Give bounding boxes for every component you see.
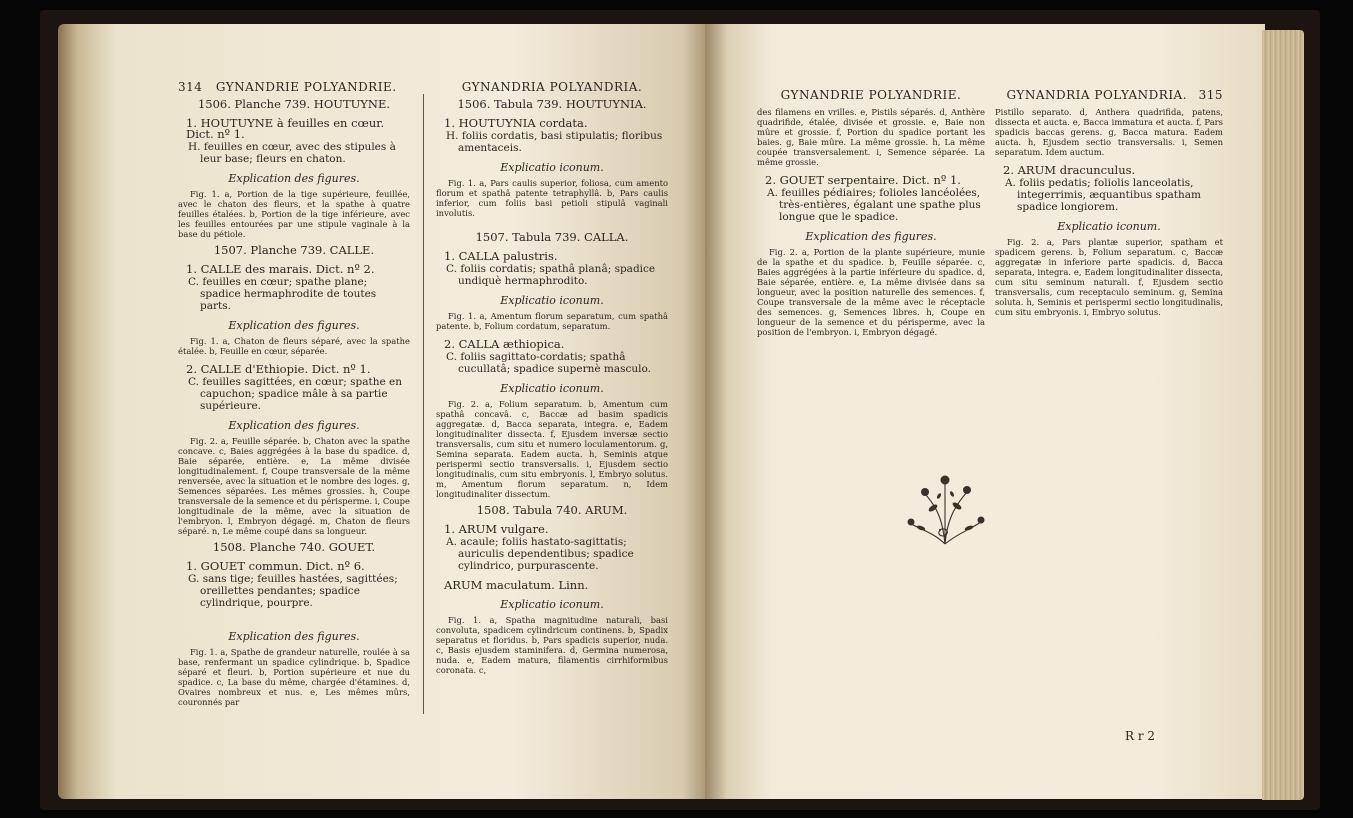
synonym-line: ARUM maculatum. Linn. bbox=[444, 578, 589, 592]
left-fr-column bbox=[178, 82, 410, 711]
species-heading: 2. CALLA æthiopica. bbox=[444, 337, 565, 351]
figure-explanation: Fig. 2. a, Feuille séparée. b, Chaton avec la spathe concave. c, Baies aggrégées à la base du spadice. d, Baie séparée, entière. e, La même divisée longitudinalement. f, Coupe transversale de la même renversée, avec la situation et le nombre des loges. g, Semences séparées. Les mêmes grossies. h, Coupe transversale de la semence et du périsperme. i, Coupe longitudinale de la même, avec la situation de l'embryon. l, Embryon dégagé. m, Chaton de fleurs séparé. n, Le même coupé dans sa longueur. bbox=[178, 436, 410, 536]
running-head bbox=[178, 82, 410, 93]
explanation-heading: Explication des figures. bbox=[228, 319, 360, 332]
species-description: C. feuilles en cœur; spathe plane; spadice hermaphrodite de toutes parts. bbox=[188, 276, 377, 312]
figure-explanation-continued: Pistillo separato. d, Anthera quadrifida, patens, dissecta et aucta. e, Bacca immatura et aucta. f, Pars spadicis baccas gerens. g, Bacca matura. Eadem aucta. h, Ejusdem sectio transversalis. i, Semen separatum. Idem auctum. bbox=[995, 107, 1223, 157]
species-heading: 1. GOUET commun. Dict. nº 6. bbox=[186, 559, 365, 573]
figure-explanation: Fig. 1. a, Amentum florum separatum, cum spathâ patente. b, Folium cordatum, separatum. bbox=[436, 311, 668, 331]
figure-explanation: Fig. 1. a, Spatha magnitudine naturali, basi convoluta, spadicem cylindricum continens. b, Spadix separatus et floridus. b, Pars spadicis superior, nuda. c, Basis ejusdem staminifera. d, Germina numerosa, nuda. e, Eadem matura, filamentis cirrhiformibus coronata. c, bbox=[436, 615, 668, 675]
column-rule bbox=[423, 94, 424, 714]
section-heading: 1507. Planche 739. CALLE. bbox=[213, 243, 375, 257]
running-head-la: GYNANDRIA POLYANDRIA. bbox=[461, 80, 643, 94]
page-number: 314 bbox=[178, 80, 203, 94]
species-heading: 1. CALLA palustris. bbox=[444, 249, 558, 263]
species-heading: 1. HOUTUYNE à feuilles en cœur. Dict. nº 1. bbox=[186, 116, 385, 141]
figure-explanation: Fig. 2. a, Pars plantæ superior, spatham et spadicem gerens. b, Folium separatum. c, Baccæ aggregatæ in inferiore parte spadicis. d, Bacca separata, integra. e, Eadem longitudinaliter dissecta, cum situ seminum naturali. f, Ejusdem sectio transversalis, cum receptaculo seminum. g, Semina soluta. h, Seminis et perispermi sectio longitudinalis, cum situ embryonis. i, Embryo solutus. bbox=[995, 237, 1223, 317]
explanation-heading: Explicatio iconum. bbox=[1057, 220, 1161, 233]
running-head bbox=[995, 90, 1223, 101]
section-heading: 1508. Tabula 740. ARUM. bbox=[476, 503, 628, 517]
section-heading: 1506. Planche 739. HOUTUYNE. bbox=[197, 97, 391, 111]
figure-explanation: Fig. 1. a, Pars caulis superior, foliosa, cum amento florum et spathâ patente tetraphyllâ. b, Pars caulis inferior, cum foliis basi petioli stipulâ vaginali involutis. bbox=[436, 178, 668, 218]
signature-mark: R r 2 bbox=[1125, 729, 1156, 743]
explanation-heading: Explicatio iconum. bbox=[500, 161, 604, 174]
page-number: 315 bbox=[1198, 88, 1223, 102]
explanation-heading: Explicatio iconum. bbox=[500, 598, 604, 611]
right-la-column bbox=[995, 90, 1223, 321]
species-heading: 2. ARUM dracunculus. bbox=[1003, 163, 1136, 177]
explanation-heading: Explication des figures. bbox=[228, 419, 360, 432]
right-page bbox=[705, 24, 1265, 799]
species-heading: 1. HOUTUYNIA cordata. bbox=[444, 116, 588, 130]
explanation-heading: Explication des figures. bbox=[228, 172, 360, 185]
running-head-fr: GYNANDRIE POLYANDRIE. bbox=[780, 88, 962, 102]
figure-explanation: Fig. 1. a, Portion de la tige supérieure, feuillée, avec le chaton des fleurs, et la spathe à quatre feuilles étalées. b, Portion de la tige inférieure, avec les feuilles entourées par une stipule vaginale à la base du pétiole. bbox=[178, 189, 410, 239]
species-description: G. sans tige; feuilles hastées, sagittées; oreillettes pendantes; spadice cylindrique, pourpre. bbox=[188, 573, 398, 609]
left-la-column bbox=[436, 82, 668, 679]
species-description: A. feuilles pédiaires; folioles lancéolées, très-entières, égalant une spathe plus longue que le spadice. bbox=[767, 187, 981, 223]
species-description: H. foliis cordatis, basi stipulatis; floribus amentaceis. bbox=[446, 130, 663, 154]
open-book bbox=[40, 10, 1320, 810]
page-edges bbox=[1262, 30, 1304, 800]
species-heading: 2. CALLE d'Ethiopie. Dict. nº 1. bbox=[186, 362, 371, 376]
species-description: A. foliis pedatis; foliolis lanceolatis, integerrimis, æquantibus spatham spadice longiorem. bbox=[1005, 177, 1201, 213]
right-fr-column bbox=[757, 90, 985, 341]
species-description: A. acaule; foliis hastato-sagittatis; auriculis dependentibus; spadice cylindrico, purpurascente. bbox=[446, 536, 634, 572]
explanation-heading: Explicatio iconum. bbox=[500, 294, 604, 307]
figure-explanation: Fig. 2. a, Portion de la plante supérieure, munie de la spathe et du spadice. b, Feuille séparée. c, Baies aggrégées à la partie inférieure du spadice. d, Baie séparée, entière. e, La même divisée dans sa longueur, avec la position naturelle des semences. f, Coupe transversale de la même avec le réceptacle des semences. g, Semences libres. h, Coupe en longueur de la semence et du périsperme, avec la position de l'embryon. i, Embryon dégagé. bbox=[757, 247, 985, 337]
explanation-heading: Explicatio iconum. bbox=[500, 382, 604, 395]
left-page bbox=[58, 24, 708, 799]
species-description: C. foliis sagittato-cordatis; spathâ cucullatâ; spadice supernè masculo. bbox=[446, 351, 651, 375]
figure-explanation: Fig. 1. a, Chaton de fleurs séparé, avec la spathe étalée. b, Feuille en cœur, séparée. bbox=[178, 336, 410, 356]
section-heading: 1507. Tabula 739. CALLA. bbox=[475, 230, 629, 244]
running-head-fr: GYNANDRIE POLYANDRIE. bbox=[215, 80, 397, 94]
species-description: C. foliis cordatis; spathâ planâ; spadice undiquè hermaphrodito. bbox=[446, 263, 656, 287]
species-heading: 1. ARUM vulgare. bbox=[444, 522, 549, 536]
explanation-heading: Explication des figures. bbox=[805, 230, 937, 243]
species-heading: 1. CALLE des marais. Dict. nº 2. bbox=[186, 262, 375, 276]
species-heading: 2. GOUET serpentaire. Dict. nº 1. bbox=[765, 173, 961, 187]
figure-explanation: Fig. 2. a, Folium separatum. b, Amentum cum spathâ concavâ. c, Baccæ ad basim spadicis aggregatæ. d, Bacca separata, integra. e, Eadem longitudinaliter dissecta. f, Ejusdem inversæ sectio transversalis, cum situ et numero loculamentorum. g, Semina separata. Eadem aucta. h, Seminis atque perispermi sectio transversalis. i, Ejusdem sectio longitudinalis, cum situ embryonis. l, Embryo solutus. m, Amentum florum separatum. n, Idem longitudinaliter dissectum. bbox=[436, 399, 668, 499]
section-heading: 1508. Planche 740. GOUET. bbox=[212, 540, 376, 554]
species-description: C. feuilles sagittées, en cœur; spathe en capuchon; spadice mâle à sa partie supérieure. bbox=[188, 376, 402, 412]
figure-explanation: Fig. 1. a, Spathe de grandeur naturelle, roulée à sa base, renfermant un spadice cylindrique. b, Spadice séparé et fleuri. b, Portion supérieure et nue du spadice. c, La base du même, chargée d'étamines. d, Ovaires nombreux et nus. e, Les mêmes mûrs, couronnés par bbox=[178, 647, 410, 707]
species-description: H. feuilles en cœur, avec des stipules à leur base; fleurs en chaton. bbox=[188, 141, 396, 165]
figure-explanation-continued: des filamens en vrilles. e, Pistils séparés. d, Anthère quadrifide, étalée, divisée et grossie. e, Baie non mûre et grossie. f, Portion du spadice portant les baies. g, Baie mûre. La même grossie. h, La même coupée transversalement. i, Semence séparée. La même grossie. bbox=[757, 107, 985, 167]
explanation-heading: Explication des figures. bbox=[228, 630, 360, 643]
floral-vignette-icon bbox=[895, 464, 995, 554]
section-heading: 1506. Tabula 739. HOUTUYNIA. bbox=[457, 97, 647, 111]
running-head-la: GYNANDRIA POLYANDRIA. bbox=[1006, 88, 1188, 102]
